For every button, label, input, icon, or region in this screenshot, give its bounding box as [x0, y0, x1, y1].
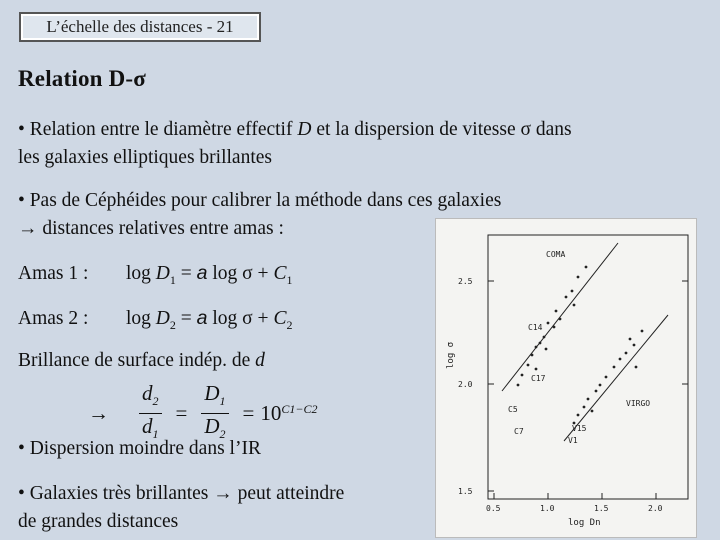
slide-title: Relation D-σ	[18, 66, 146, 91]
virgo-fit-line	[564, 315, 668, 441]
eq1-a: a	[196, 262, 208, 284]
eq1-log: log	[126, 263, 156, 284]
bullet-relation	[18, 116, 572, 172]
bullet-relation-middle: et la dispersion de vitesse σ dans	[311, 119, 572, 140]
eq2-rhs: log σ +	[207, 308, 274, 329]
formula-equals-2: =	[242, 401, 255, 426]
eq2-a: a	[196, 307, 208, 329]
eq1-sub1: 1	[169, 272, 176, 287]
label-coma: COMA	[546, 250, 566, 259]
coma-fit-line	[502, 243, 618, 391]
eq1-sub2: 1	[286, 272, 293, 287]
frac-D1-sub: 1	[219, 394, 226, 409]
eq2-sub1: 2	[169, 317, 176, 332]
ytick-label-3: 1.5	[458, 487, 473, 496]
xtick-label-1: 0.5	[486, 504, 501, 513]
bullet-cepheides	[18, 187, 501, 243]
ytick-label-1: 2.5	[458, 277, 473, 286]
bullet-galaxies-line2: de grandes distances	[18, 511, 179, 532]
xtick-label-3: 1.5	[594, 504, 609, 513]
eq1-D: D	[155, 263, 170, 284]
var-D: D	[297, 119, 312, 140]
xtick-label-4: 2.0	[648, 504, 663, 513]
formula-equals-1: =	[175, 401, 188, 426]
bullet-galaxies-line1: • Galaxies très brillantes → peut atteindre	[18, 483, 345, 504]
eq1-label: Amas 1 :	[18, 263, 89, 284]
eq2-D: D	[155, 308, 170, 329]
bullet-ir: • Dispersion moindre dans l’IR	[18, 438, 261, 459]
frac-D1: D	[204, 381, 220, 405]
eq2-sub2: 2	[286, 317, 293, 332]
label-v1: V1	[568, 436, 578, 445]
frac-D2: D	[204, 414, 220, 439]
arrow-symbol: →	[88, 401, 109, 426]
label-c14: C14	[528, 323, 543, 332]
formula-base: 10	[260, 401, 282, 426]
virgo-points	[573, 330, 644, 425]
bullet-relation-line2: les galaxies elliptiques brillantes	[18, 147, 272, 168]
y-axis-label: log σ	[446, 341, 456, 369]
ytick-label-2: 2.0	[458, 380, 473, 389]
bullet-relation-prefix: • Relation entre le diamètre effectif	[18, 119, 298, 140]
eq2-C: C	[273, 308, 287, 329]
frac-d2-sub: 2	[152, 394, 159, 409]
frac-d1-sub: 1	[152, 427, 159, 442]
var-d: d	[255, 350, 265, 371]
eq2-eq: =	[175, 308, 197, 329]
equation-amas-2	[18, 307, 292, 333]
bullet-cepheides-line1: • Pas de Céphéides pour calibrer la méthode dans ces galaxies	[18, 190, 502, 211]
eq1-C: C	[273, 263, 287, 284]
frac-D2-sub: 2	[219, 427, 226, 442]
slide-tag: L’échelle des distances - 21	[19, 12, 261, 42]
label-v15: V15	[572, 424, 587, 433]
bullet-galaxies	[18, 480, 344, 536]
label-c17: C17	[531, 374, 546, 383]
label-c5: C5	[508, 405, 518, 414]
eq2-label: Amas 2 :	[18, 308, 89, 329]
plot-frame	[488, 235, 688, 499]
eq2-log: log	[126, 308, 156, 329]
equation-amas-1	[18, 262, 292, 288]
xtick-label-2: 1.0	[540, 504, 555, 513]
eq1-eq: =	[175, 263, 197, 284]
label-c7: C7	[514, 427, 524, 436]
brillance-text: Brillance de surface indép. de	[18, 350, 256, 371]
label-virgo: VIRGO	[626, 399, 651, 408]
bullet-cepheides-line2: → distances relatives entre amas :	[18, 218, 284, 239]
frac-d2: d	[142, 381, 153, 405]
eq1-rhs: log σ +	[207, 263, 274, 284]
brillance-line	[18, 347, 265, 375]
xtick-marks	[494, 493, 656, 499]
frac-d1: d	[142, 414, 153, 439]
d-sigma-plot	[435, 218, 697, 538]
formula-exponent: C1−C2	[281, 402, 318, 417]
x-axis-label: log Dn	[568, 518, 601, 528]
